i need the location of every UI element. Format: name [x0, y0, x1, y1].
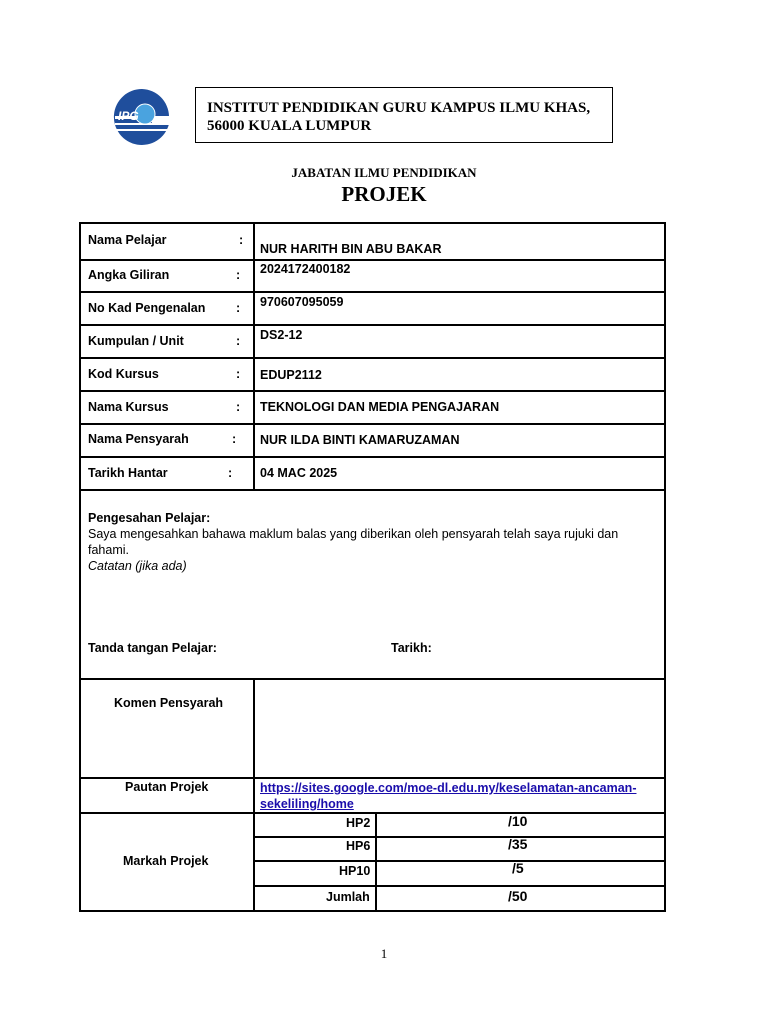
field-label-kod-kursus: Kod Kursus [88, 367, 159, 381]
confirmation-heading: Pengesahan Pelajar: [88, 511, 211, 525]
project-link[interactable]: https://sites.google.com/moe-dl.edu.my/keselamatan-ancaman-sekeliling/home [260, 781, 637, 811]
signature-label: Tanda tangan Pelajar: [88, 641, 217, 655]
mark-value-hp2: /10 [508, 813, 528, 829]
colon: : [228, 466, 233, 480]
mark-value-hp10: /5 [512, 860, 524, 876]
field-value-nama-kursus: TEKNOLOGI DAN MEDIA PENGAJARAN [260, 400, 500, 414]
confirmation-note: Catatan (jika ada) [88, 559, 187, 573]
mark-label-hp6: HP6 [346, 839, 371, 853]
field-label-no-kad: No Kad Pengenalan [88, 301, 206, 315]
field-label-tarikh-hantar: Tarikh Hantar [88, 466, 168, 480]
field-label-nama-pelajar: Nama Pelajar [88, 233, 167, 247]
field-value-kod-kursus: EDUP2112 [260, 368, 322, 382]
department-name: JABATAN ILMU PENDIDIKAN [291, 165, 477, 180]
colon: : [232, 432, 237, 446]
mark-value-total: /50 [508, 888, 528, 904]
institute-box [195, 87, 613, 143]
ipg-logo [112, 86, 172, 148]
colon: : [236, 268, 241, 282]
field-label-nama-pensyarah: Nama Pensyarah [88, 432, 189, 446]
colon: : [236, 367, 241, 381]
field-label-kumpulan: Kumpulan / Unit [88, 334, 184, 348]
field-value-nama-pensyarah: NUR ILDA BINTI KAMARUZAMAN [260, 433, 460, 447]
marks-label: Markah Projek [123, 854, 209, 868]
logo-text: IPG [118, 109, 139, 123]
colon: : [236, 400, 241, 414]
confirmation-text: Saya mengesahkan bahawa maklum balas yang diberikan oleh pensyarah telah saya rujuki dan fahami. [88, 527, 619, 557]
link-label: Pautan Projek [125, 780, 209, 794]
institute-name: INSTITUT PENDIDIKAN GURU KAMPUS ILMU KHAS, [207, 100, 591, 116]
colon: : [236, 334, 241, 348]
page-number: 1 [380, 946, 388, 961]
field-value-no-kad: 970607095059 [260, 295, 344, 309]
field-label-angka-giliran: Angka Giliran [88, 268, 170, 282]
colon: : [239, 233, 244, 247]
field-label-nama-kursus: Nama Kursus [88, 400, 169, 414]
field-value-nama-pelajar: NUR HARITH BIN ABU BAKAR [260, 242, 442, 256]
mark-label-total: Jumlah [326, 890, 370, 904]
mark-value-hp6: /35 [508, 836, 528, 852]
mark-label-hp10: HP10 [339, 864, 371, 878]
mark-label-hp2: HP2 [346, 816, 371, 830]
field-value-kumpulan: DS2-12 [260, 328, 303, 342]
institute-address: 56000 KUALA LUMPUR [207, 118, 372, 134]
field-value-tarikh-hantar: 04 MAC 2025 [260, 466, 338, 480]
comments-label: Komen Pensyarah [114, 696, 224, 710]
date-label: Tarikh: [391, 641, 432, 655]
colon: : [236, 301, 241, 315]
field-value-angka-giliran: 2024172400182 [260, 262, 351, 276]
student-confirmation [88, 510, 658, 574]
page-title: PROJEK [341, 182, 427, 206]
